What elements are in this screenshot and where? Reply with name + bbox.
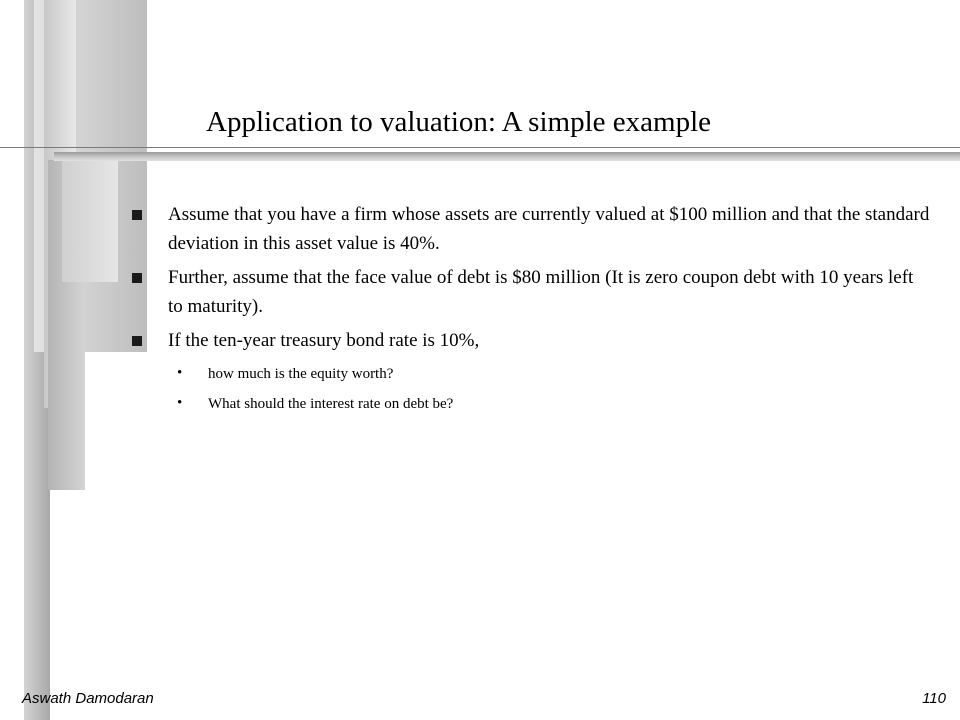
square-bullet-icon [132,210,142,220]
bullet-item [131,200,931,258]
bullet-text: Further, assume that the face value of debt is $80 million (It is zero coupon debt with 10 years left to maturity). [168,267,914,317]
sub-bullet-item [131,393,931,415]
bullet-item [131,263,931,321]
square-bullet-icon [132,273,142,283]
bullet-list [131,200,931,415]
slide-title: Application to valuation: A simple example [206,106,711,138]
sub-bullet-text: how much is the equity worth? [208,366,394,382]
title-divider-thick [54,152,960,161]
sub-bullet-item [131,363,931,385]
title-divider-thin [0,147,960,148]
bullet-item [131,326,931,355]
page-number: 110 [922,690,946,707]
square-bullet-icon [132,336,142,346]
footer-author: Aswath Damodaran [22,690,154,707]
bullet-text: If the ten-year treasury bond rate is 10%, [168,330,480,351]
dot-bullet-icon: • [177,365,183,381]
sub-bullet-text: What should the interest rate on debt be? [208,396,454,412]
decorative-bar [62,160,118,282]
dot-bullet-icon: • [177,395,183,411]
bullet-text: Assume that you have a firm whose assets are currently valued at $100 million and that the standard deviation in this asset value is 40%. [168,204,930,254]
